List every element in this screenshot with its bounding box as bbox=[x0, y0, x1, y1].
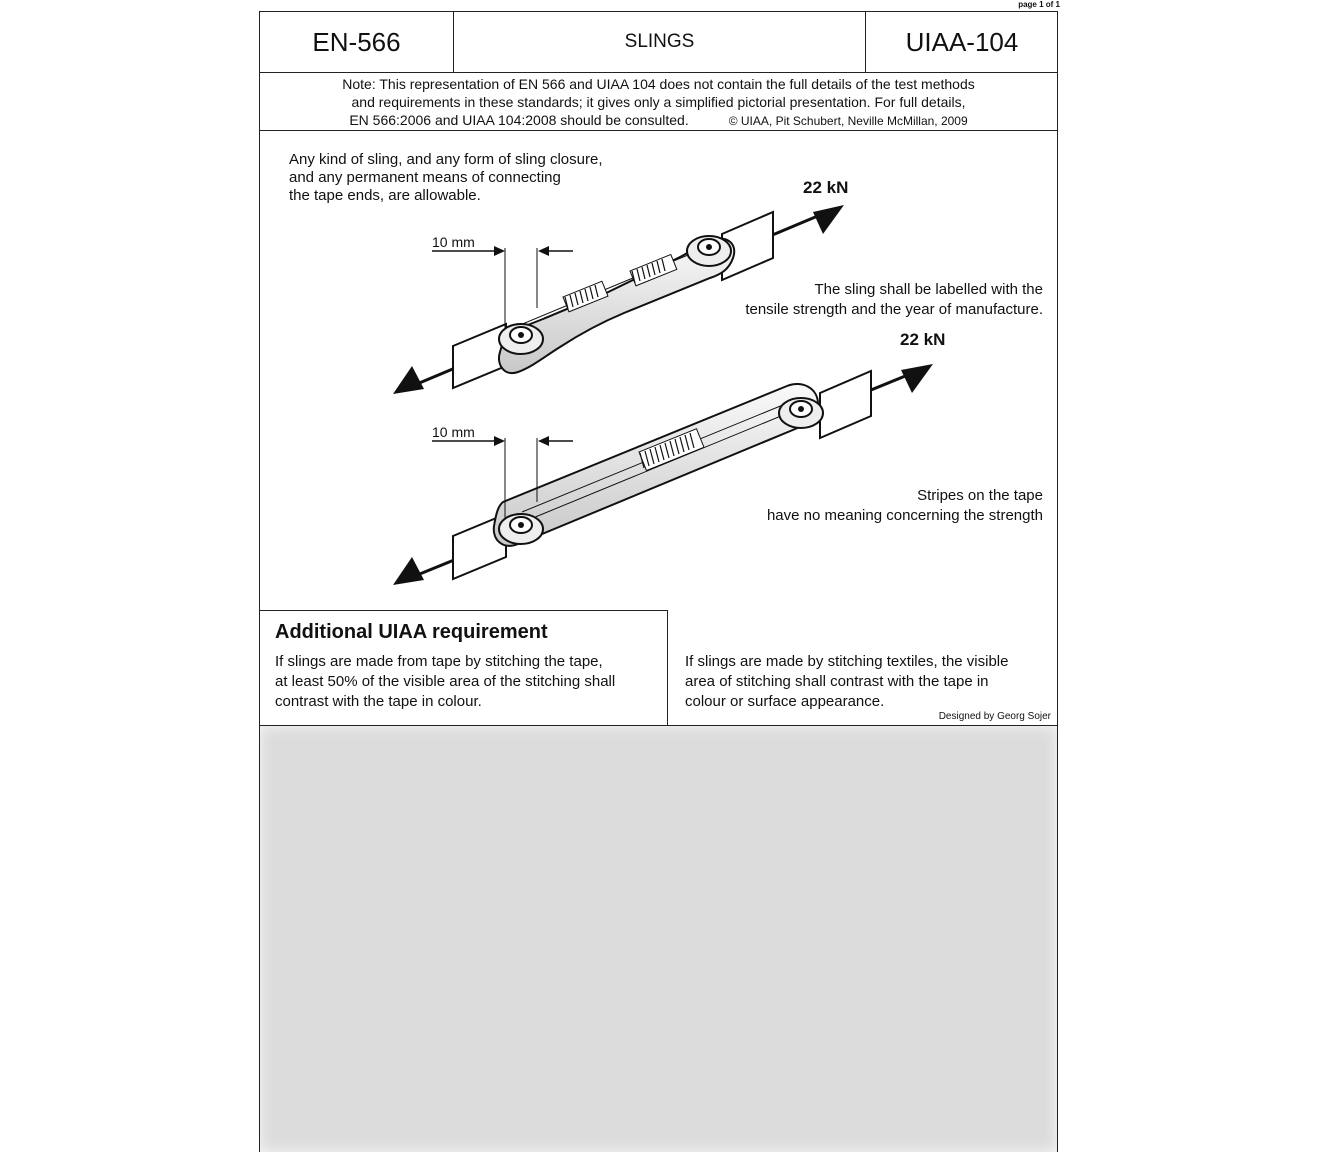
note-line: and requirements in these standards; it gives only a simplified pictorial presentation. For full details, bbox=[351, 94, 966, 110]
additional-requirement-text bbox=[275, 652, 615, 712]
standard-en-code: EN-566 bbox=[260, 12, 454, 72]
dimension-label-lower: 10 mm bbox=[432, 424, 475, 440]
additional-line: contrast with the tape in colour. bbox=[275, 693, 482, 710]
sheet-title: SLINGS bbox=[454, 12, 866, 72]
arrow-head-down-1 bbox=[393, 366, 424, 394]
standard-sheet bbox=[259, 11, 1058, 1152]
page-number-label: page 1 of 1 bbox=[1018, 0, 1060, 9]
textile-line: If slings are made by stitching textiles, the visible bbox=[685, 653, 1009, 670]
arrow-head-up-2 bbox=[901, 364, 933, 393]
force-label-upper: 22 kN bbox=[803, 178, 849, 197]
standard-uiaa-code: UIAA-104 bbox=[905, 26, 1019, 57]
copyright-notice: © UIAA, Pit Schubert, Neville McMillan, 2009 bbox=[728, 114, 968, 128]
sling-inner-edge-2b bbox=[528, 409, 798, 520]
intro-text bbox=[289, 151, 603, 205]
intro-line: the tape ends, are allowable. bbox=[289, 187, 481, 204]
arrow-head-up-1 bbox=[813, 205, 844, 234]
intro-line: and any permanent means of connecting bbox=[289, 169, 561, 186]
sling-2-figure bbox=[393, 364, 933, 585]
note-line: Note: This representation of EN 566 and UIAA 104 does not contain the full details of the test methods bbox=[342, 76, 975, 92]
stripes-line: have no meaning concerning the strength bbox=[766, 507, 1043, 524]
additional-requirement-box bbox=[260, 610, 668, 725]
dimension-label-upper: 10 mm bbox=[432, 234, 475, 250]
note-line-text: EN 566:2006 and UIAA 104:2008 should be consulted. bbox=[349, 112, 689, 128]
force-label-lower: 22 kN bbox=[900, 330, 946, 349]
textile-stitching-text bbox=[685, 652, 1008, 712]
stripes-note bbox=[767, 486, 1043, 526]
labelling-line: The sling shall be labelled with the bbox=[814, 281, 1043, 298]
textile-line: colour or surface appearance. bbox=[685, 693, 885, 710]
blank-gray-area bbox=[260, 725, 1057, 1152]
additional-requirement-title: Additional UIAA requirement bbox=[275, 621, 548, 643]
additional-line: at least 50% of the visible area of the stitching shall bbox=[275, 673, 616, 690]
stripes-line: Stripes on the tape bbox=[917, 487, 1043, 504]
designer-credit: Designed by Georg Sojer bbox=[938, 711, 1051, 722]
arrow-head-down-2 bbox=[393, 557, 424, 585]
textile-line: area of stitching shall contrast with the tape in bbox=[685, 673, 989, 690]
additional-line: If slings are made from tape by stitching the tape, bbox=[275, 653, 603, 670]
intro-line: Any kind of sling, and any form of sling closure, bbox=[289, 151, 603, 168]
labelling-requirement bbox=[745, 280, 1043, 320]
labelling-line: tensile strength and the year of manufacture. bbox=[745, 301, 1043, 318]
mount-tab-upper-2 bbox=[820, 371, 871, 438]
